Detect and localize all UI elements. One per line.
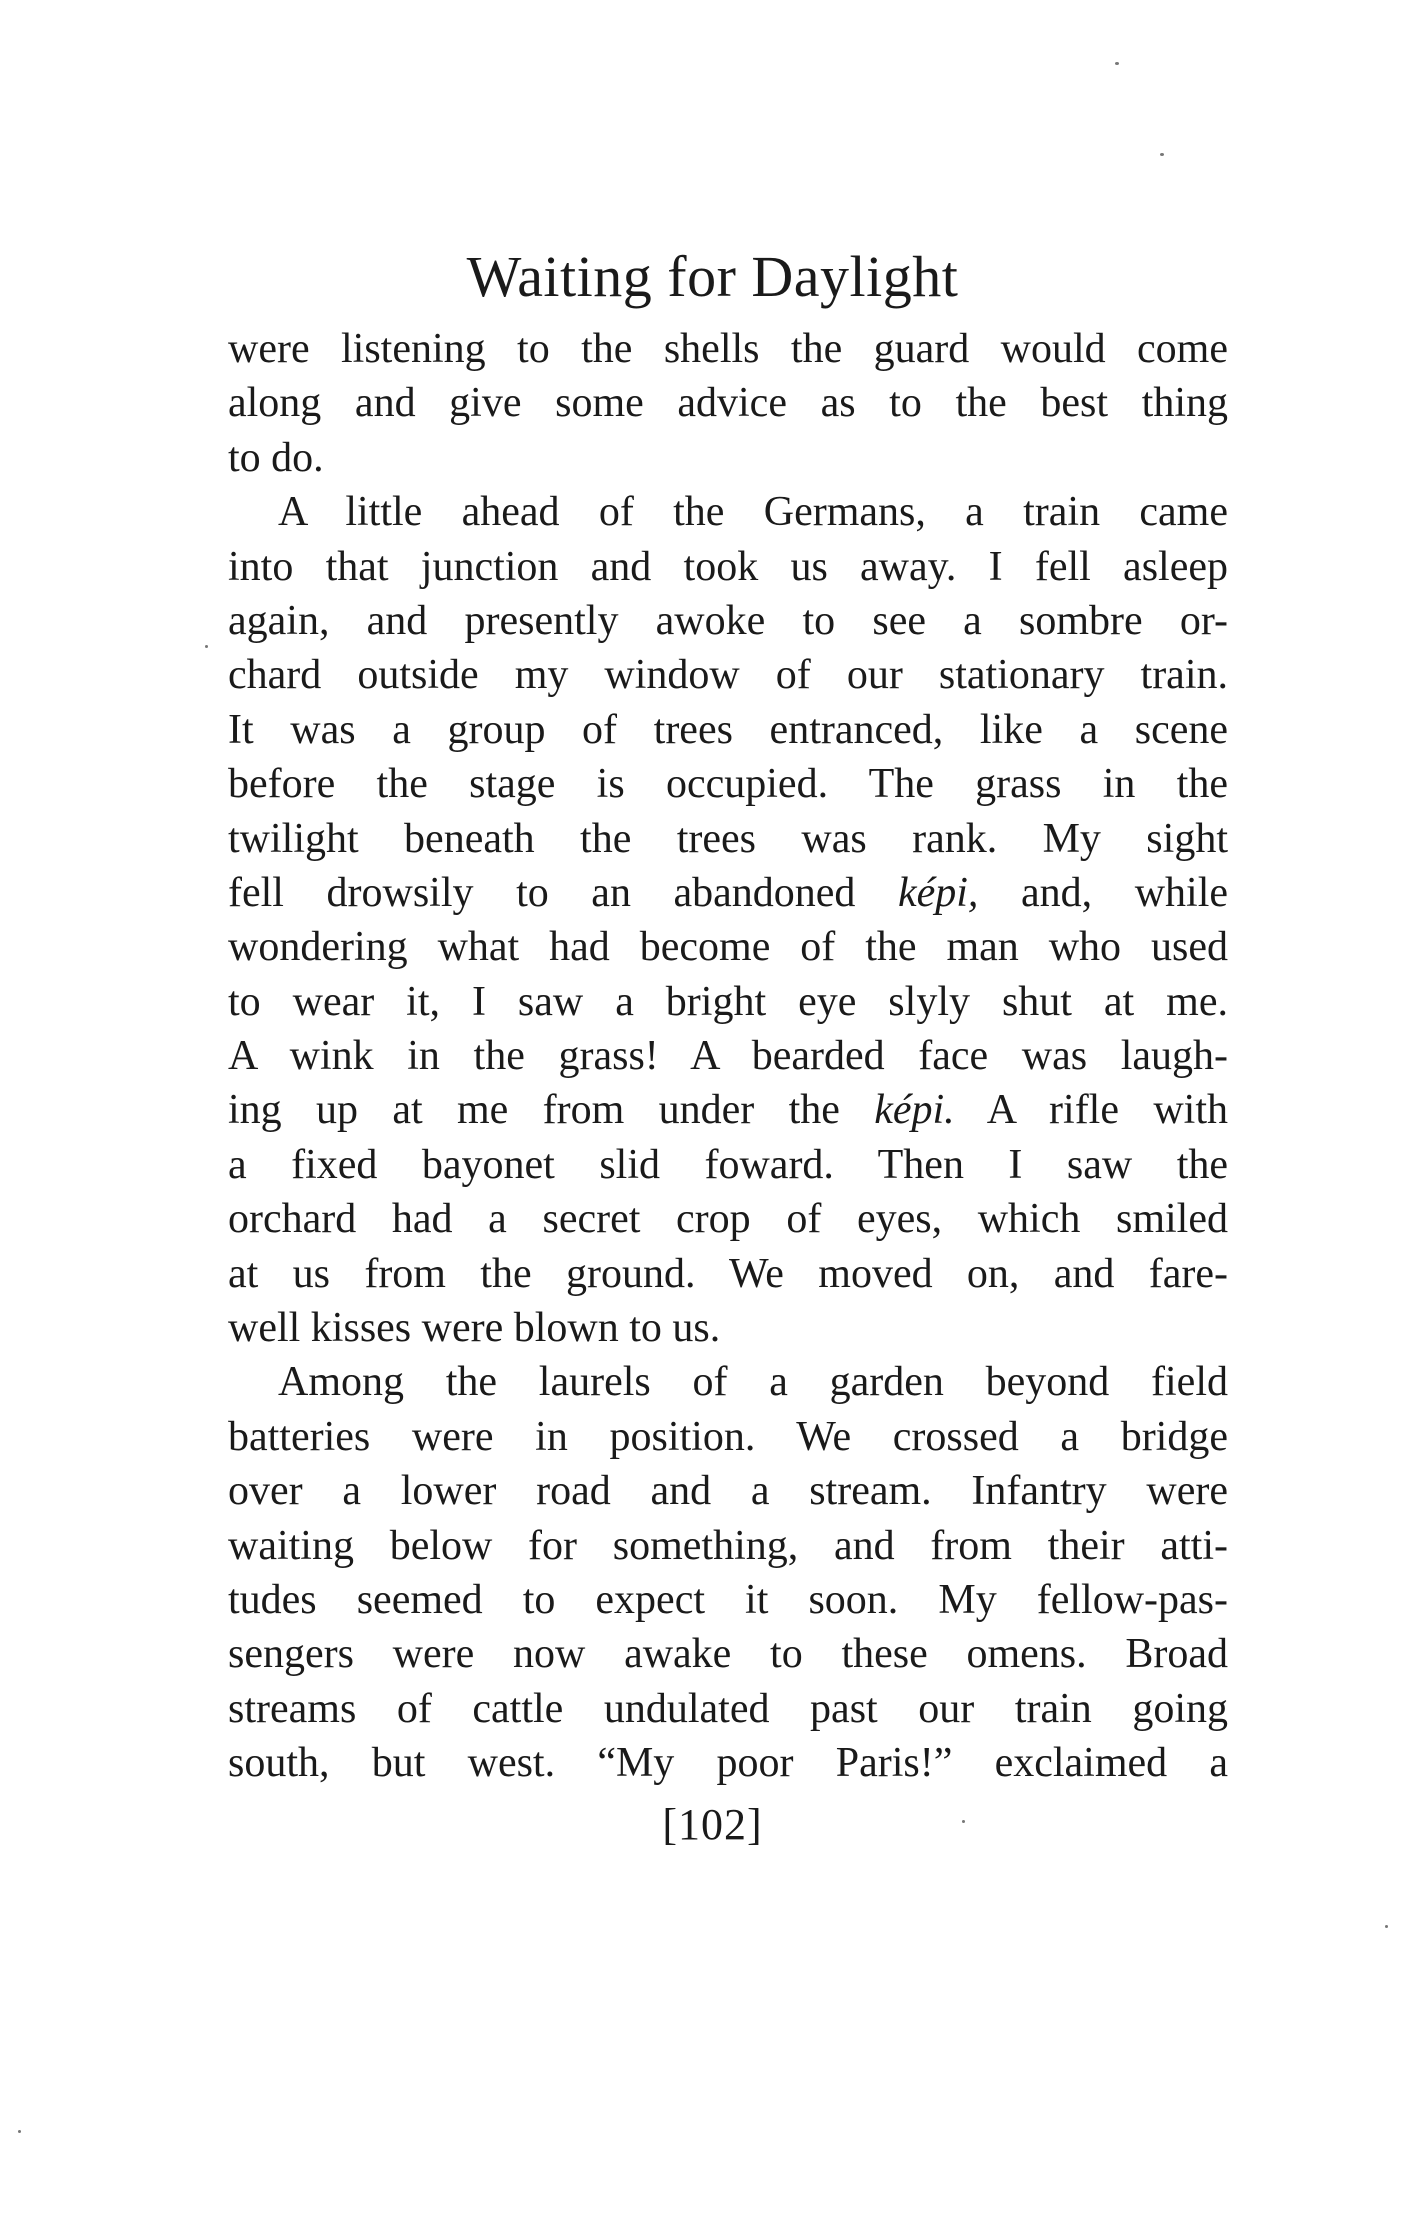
text-line: a fixed bayonet slid foward. Then I saw the: [228, 1141, 1228, 1188]
text-line: A wink in the grass! A bearded face was laugh-: [228, 1033, 1228, 1080]
text-line: along and give some advice as to the best thing: [228, 380, 1228, 427]
text-line: to do.: [228, 434, 324, 481]
scan-speck: [205, 645, 208, 648]
text-line: chard outside my window of our stationary train.: [228, 652, 1228, 699]
text-line: south, but west. “My poor Paris!” exclaimed a: [228, 1740, 1228, 1787]
text-line: It was a group of trees entranced, like a scene: [228, 706, 1228, 753]
scan-speck: [1115, 62, 1119, 65]
text-line: at us from the ground. We moved on, and fare-: [228, 1250, 1228, 1297]
text-line: A little ahead of the Germans, a train came: [278, 489, 1228, 536]
text-line: to wear it, I saw a bright eye slyly shut at me.: [228, 978, 1228, 1025]
text-line: streams of cattle undulated past our train going: [228, 1685, 1228, 1732]
text-run: ing up at me from under the: [228, 1087, 875, 1134]
text-line: orchard had a secret crop of eyes, which smiled: [228, 1196, 1228, 1243]
text-line-with-italic: [228, 1083, 1228, 1137]
text-line: into that junction and took us away. I fell asleep: [228, 543, 1228, 590]
text-line: wondering what had become of the man who used: [228, 924, 1228, 971]
text-line: Among the laurels of a garden beyond field: [278, 1359, 1228, 1406]
scan-speck: [18, 2130, 21, 2133]
text-line: over a lower road and a stream. Infantry were: [228, 1468, 1228, 1515]
scan-speck: [962, 1820, 965, 1823]
page-number: [102]: [662, 1800, 763, 1849]
italic-word: képi.: [874, 1087, 955, 1134]
scan-speck: [1160, 153, 1164, 156]
text-line: twilight beneath the trees was rank. My sight: [228, 815, 1228, 862]
text-line: sengers were now awake to these omens. Broad: [228, 1631, 1228, 1678]
running-head: Waiting for Daylight: [466, 244, 959, 309]
text-line: were listening to the shells the guard would come: [228, 326, 1228, 372]
italic-word: képi,: [897, 869, 979, 916]
text-line: tudes seemed to expect it soon. My fellow-pas-: [228, 1576, 1228, 1623]
text-line: again, and presently awoke to see a sombre or-: [228, 597, 1228, 644]
text-line: batteries were in position. We crossed a bridge: [228, 1413, 1228, 1460]
text-line: before the stage is occupied. The grass in the: [228, 761, 1228, 808]
text-run: and, while: [978, 869, 1229, 916]
text-line: well kisses were blown to us.: [228, 1305, 721, 1352]
text-line: waiting below for something, and from their atti-: [228, 1522, 1228, 1569]
scan-speck: [1385, 1925, 1388, 1928]
text-line-with-italic: [228, 866, 1228, 920]
text-run: A rifle with: [954, 1087, 1228, 1134]
text-run: fell drowsily to an abandoned: [228, 869, 898, 916]
body-text: [228, 322, 1228, 1791]
